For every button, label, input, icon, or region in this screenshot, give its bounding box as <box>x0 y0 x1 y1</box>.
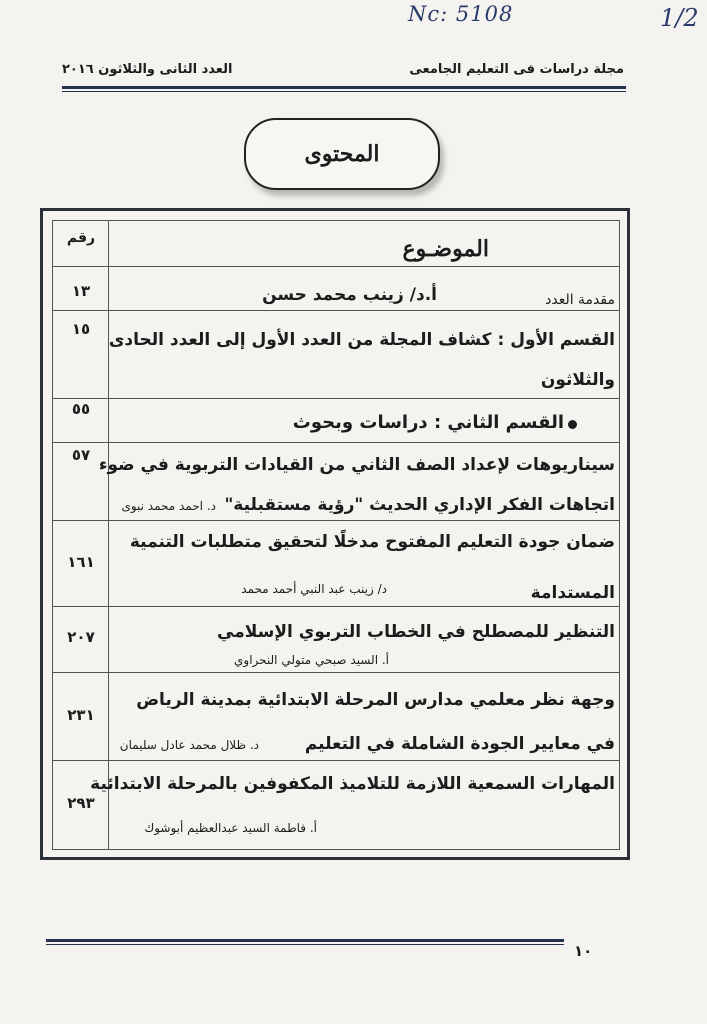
page-number-cell: ٥٧ <box>71 446 91 464</box>
row-separator <box>53 310 619 311</box>
topic-column-header: الموضـوع <box>402 236 489 262</box>
issue-label: العدد الثانى والثلاثون ٢٠١٦ <box>62 62 233 77</box>
entry-title: القسم الأول : كشاف المجلة من العدد الأول إلى العدد الحادى <box>108 330 615 350</box>
page-number: ١٠ <box>574 942 593 960</box>
footer-rule-thin <box>46 944 564 945</box>
header-rule-thin <box>62 91 626 92</box>
row-separator <box>53 672 619 673</box>
entry-title-continued: والثلاثون <box>540 370 615 390</box>
handwritten-page-mark: 1/2 <box>660 4 699 32</box>
page-number-cell: ١٣ <box>71 282 91 300</box>
row-separator <box>53 520 619 521</box>
row-separator <box>53 266 619 267</box>
page-number-cell: ١٥ <box>71 320 91 338</box>
header-rule <box>62 86 626 89</box>
page-number-cell: ٥٥ <box>71 400 91 418</box>
entry-title: مقدمة العدد <box>545 292 615 308</box>
entry-author: أ. فاطمة السيد عبدالعظيم أبوشوك <box>144 821 317 835</box>
entry-title-continued: المستدامة <box>530 583 615 603</box>
entry-author: د. ظلال محمد عادل سليمان <box>119 738 259 752</box>
entry-title: ضمان جودة التعليم المفتوح مدخلًا لتحقيق متطلبات التنمية <box>129 532 615 552</box>
page-title: المحتوى <box>244 118 440 190</box>
bullet-icon <box>568 420 577 429</box>
row-separator <box>53 398 619 399</box>
section-heading: القسم الثاني : دراسات وبحوث <box>292 412 564 433</box>
entry-title-continued: اتجاهات الفكر الإداري الحديث "رؤية مستقبلية" <box>224 495 615 515</box>
handwritten-note: Nc: 5108 <box>408 2 514 26</box>
running-header <box>62 62 624 84</box>
page-number-cell: ٢٩٣ <box>67 794 95 812</box>
footer-rule <box>46 939 564 942</box>
entry-author: أ.د/ زينب محمد حسن <box>262 285 437 305</box>
page-number-cell: ٢٣١ <box>67 706 95 724</box>
number-column-header: رقم <box>66 230 96 246</box>
column-divider <box>108 221 109 849</box>
page-number-cell: ١٦١ <box>67 553 95 571</box>
entry-title: المهارات السمعية اللازمة للتلاميذ المكفوفين بالمرحلة الابتدائية <box>90 774 615 794</box>
entry-title: التنظير للمصطلح في الخطاب التربوي الإسلامي <box>217 622 615 642</box>
entry-author: د. احمد محمد نبوى <box>121 499 216 513</box>
entry-title-continued: في معايير الجودة الشاملة في التعليم <box>304 734 615 754</box>
row-separator <box>53 760 619 761</box>
entry-title: سيناريوهات لإعداد الصف الثاني من القيادات التربوية في ضوء <box>98 455 615 475</box>
entry-author: د/ زينب عبد النبي أحمد محمد <box>241 582 387 596</box>
entry-author: أ. السيد صبحي متولي النحراوي <box>234 653 389 667</box>
row-separator <box>53 442 619 443</box>
row-separator <box>53 606 619 607</box>
journal-name: مجلة دراسات فى التعليم الجامعى <box>409 62 624 77</box>
entry-title: وجهة نظر معلمي مدارس المرحلة الابتدائية بمدينة الرياض <box>136 690 615 710</box>
page-number-cell: ٢٠٧ <box>67 628 95 646</box>
